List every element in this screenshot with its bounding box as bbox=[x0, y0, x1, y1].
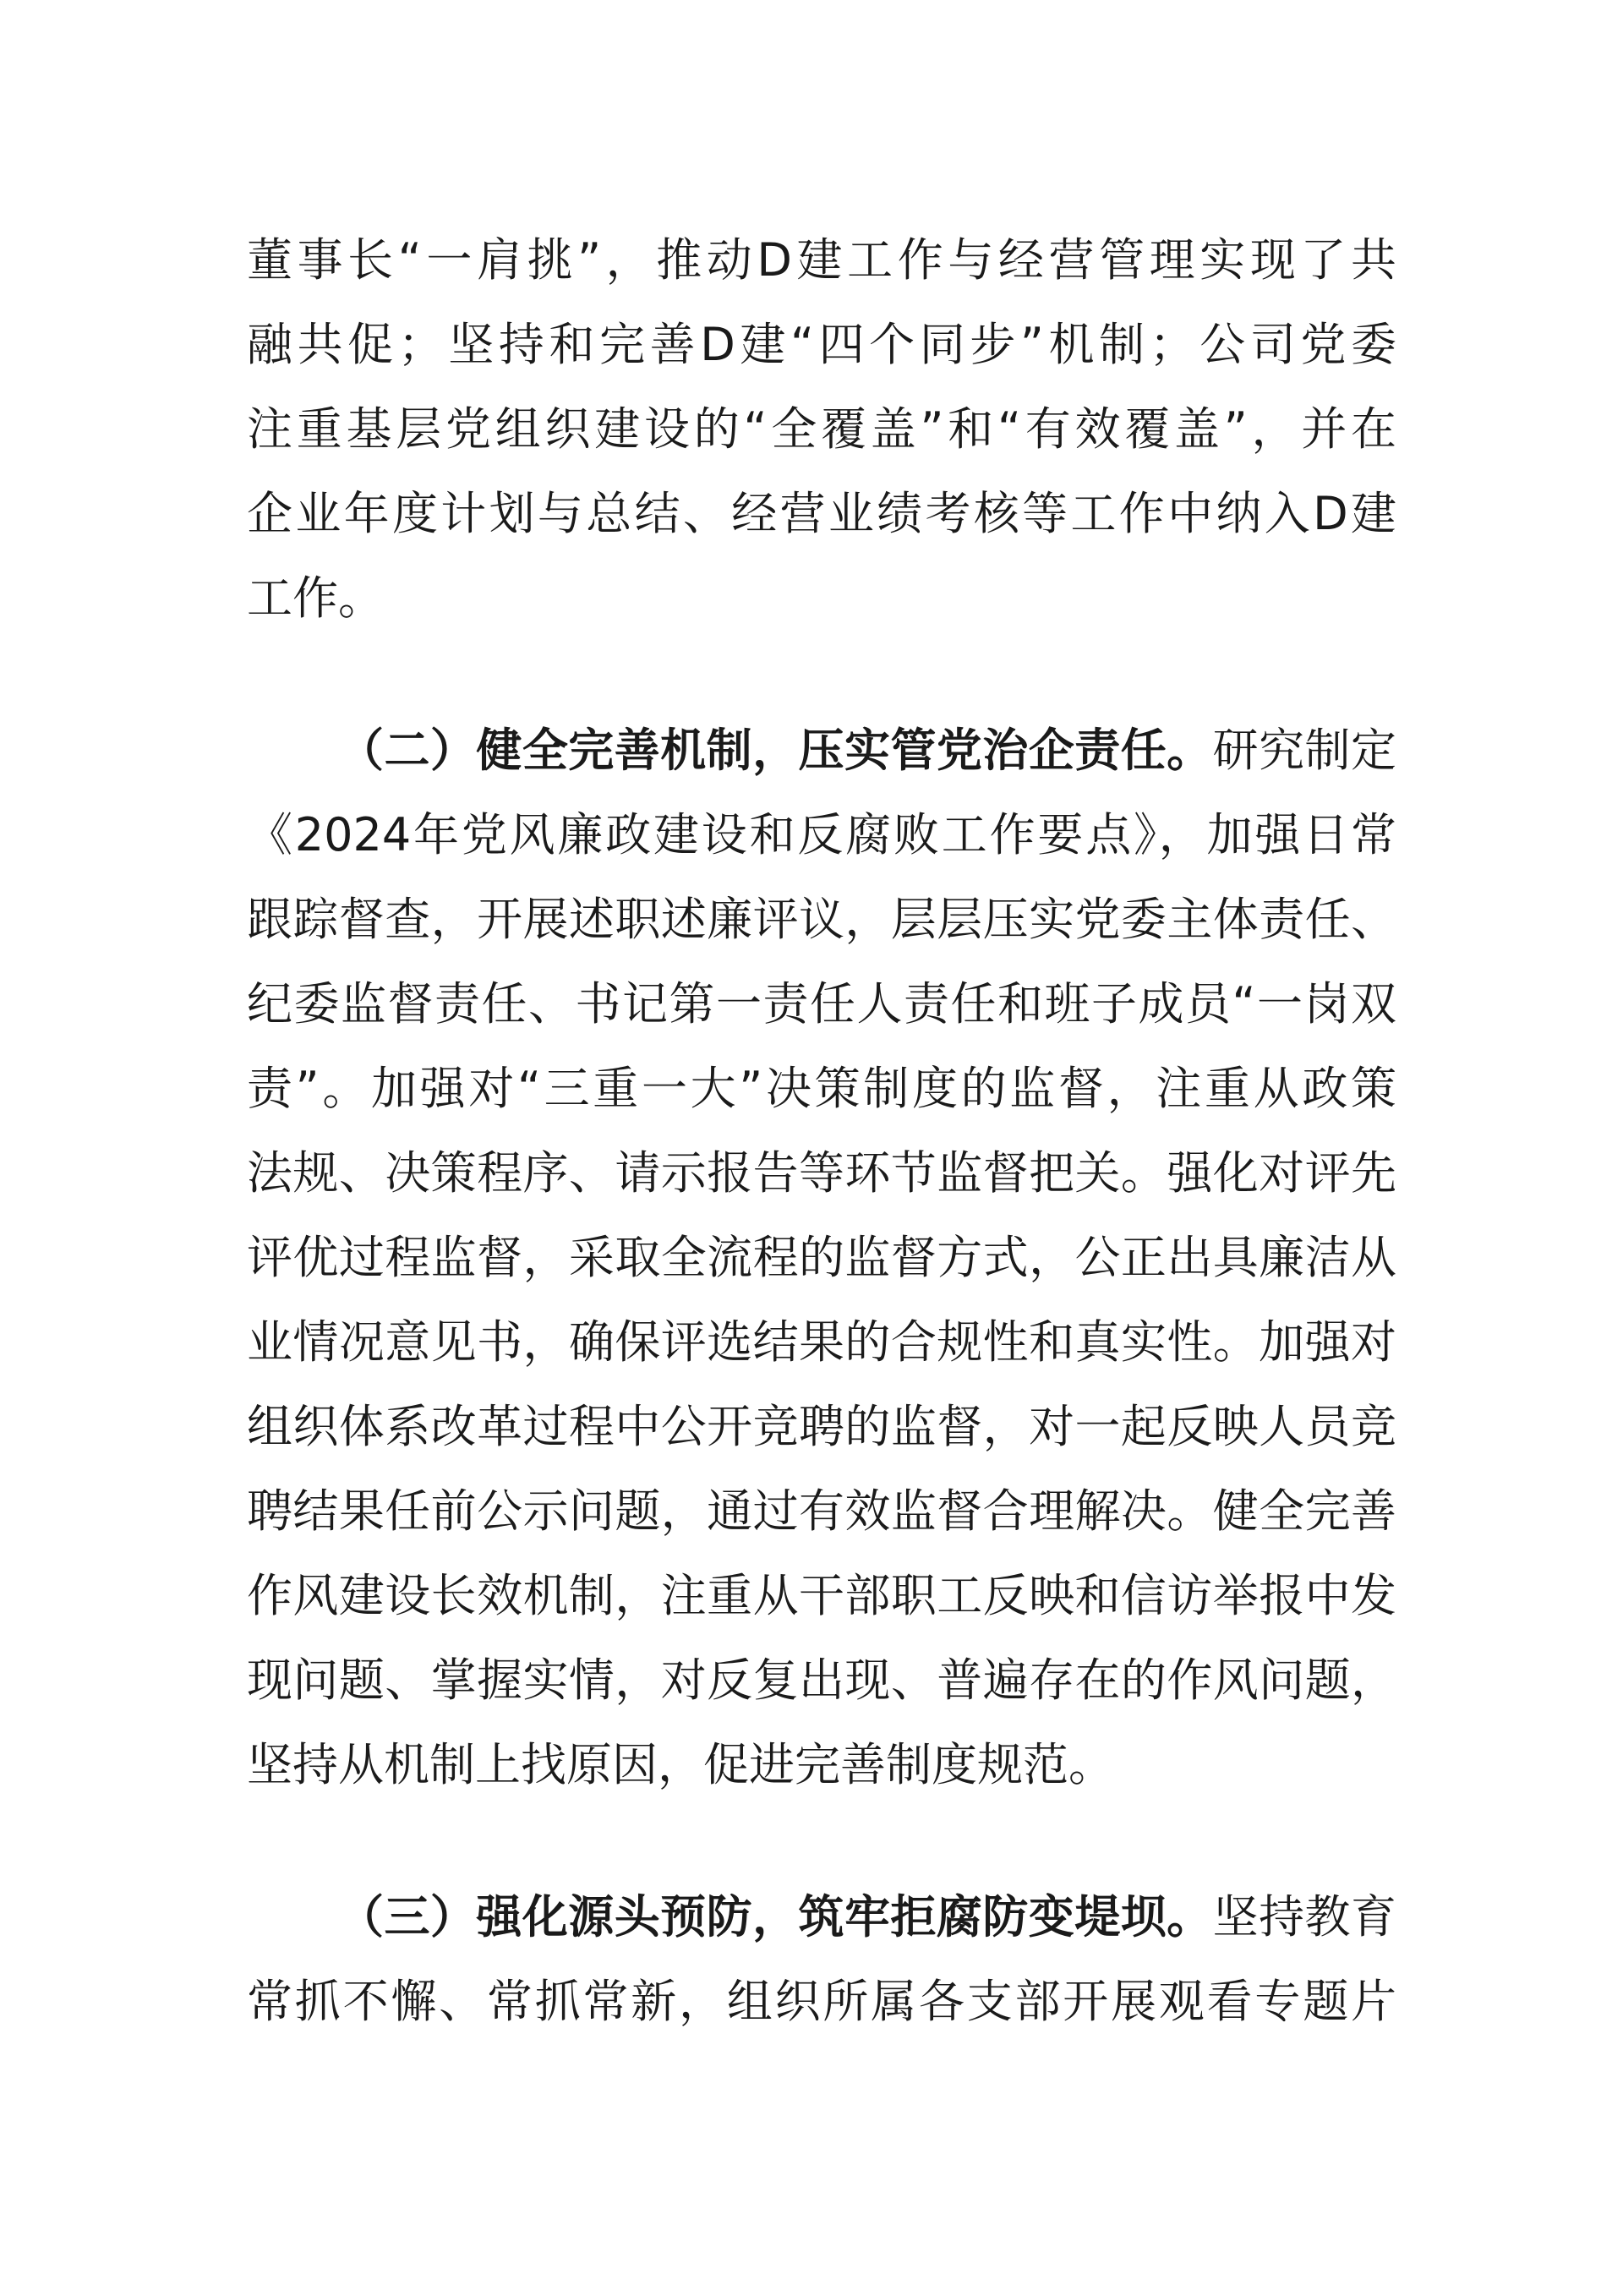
paragraph-2-line-8: 业情况意见书，确保评选结果的合规性和真实性。加强对 bbox=[247, 1315, 1396, 1369]
paragraph-2-line-7: 评优过程监督，采取全流程的监督方式，公正出具廉洁从 bbox=[247, 1231, 1396, 1284]
paragraph-3-first-line-text: 坚持教育 bbox=[1212, 1890, 1397, 1943]
paragraph-2-line-12: 现问题、掌握实情，对反复出现、普遍存在的作风问题， bbox=[247, 1654, 1396, 1707]
paragraph-1-line-1: 董事长“一肩挑”，推动D建工作与经营管理实现了共 bbox=[247, 233, 1396, 287]
paragraph-2-line-11: 作风建设长效机制，注重从干部职工反映和信访举报中发 bbox=[247, 1569, 1396, 1622]
paragraph-1-line-2: 融共促；坚持和完善D建“四个同步”机制；公司党委 bbox=[247, 318, 1396, 371]
paragraph-2-line-2: 《2024年党风廉政建设和反腐败工作要点》，加强日常 bbox=[247, 808, 1396, 861]
paragraph-1-line-5: 工作。 bbox=[247, 571, 384, 625]
paragraph-2-line-5: 责”。加强对“三重一大”决策制度的监督，注重从政策 bbox=[247, 1062, 1396, 1115]
paragraph-3-line-2: 常抓不懈、常抓常新，组织所属各支部开展观看专题片 bbox=[247, 1975, 1396, 2028]
paragraph-1-line-3: 注重基层党组织建设的“全覆盖”和“有效覆盖”，并在 bbox=[247, 402, 1396, 456]
section-heading-2: （二）健全完善机制，压实管党治企责任。 bbox=[338, 724, 1213, 777]
section-heading-3: （三）强化源头预防，筑牢拒腐防变堤坝。 bbox=[338, 1890, 1213, 1943]
paragraph-2-line-3: 跟踪督查，开展述职述廉评议，层层压实党委主体责任、 bbox=[247, 893, 1396, 946]
paragraph-2-line-4: 纪委监督责任、书记第一责任人责任和班子成员“一岗双 bbox=[247, 977, 1396, 1030]
paragraph-1-line-4: 企业年度计划与总结、经营业绩考核等工作中纳入D建 bbox=[247, 487, 1396, 540]
paragraph-2-first-line-text: 研究制定 bbox=[1212, 724, 1397, 777]
paragraph-3-line-1 bbox=[338, 1875, 1396, 1960]
paragraph-2-line-10: 聘结果任前公示问题，通过有效监督合理解决。健全完善 bbox=[247, 1484, 1396, 1538]
paragraph-2-line-9: 组织体系改革过程中公开竞聘的监督，对一起反映人员竞 bbox=[247, 1400, 1396, 1453]
paragraph-2-line-1 bbox=[338, 708, 1396, 793]
paragraph-2-line-6: 法规、决策程序、请示报告等环节监督把关。强化对评先 bbox=[247, 1146, 1396, 1200]
paragraph-2-line-13: 坚持从机制上找原因，促进完善制度规范。 bbox=[247, 1738, 1114, 1791]
